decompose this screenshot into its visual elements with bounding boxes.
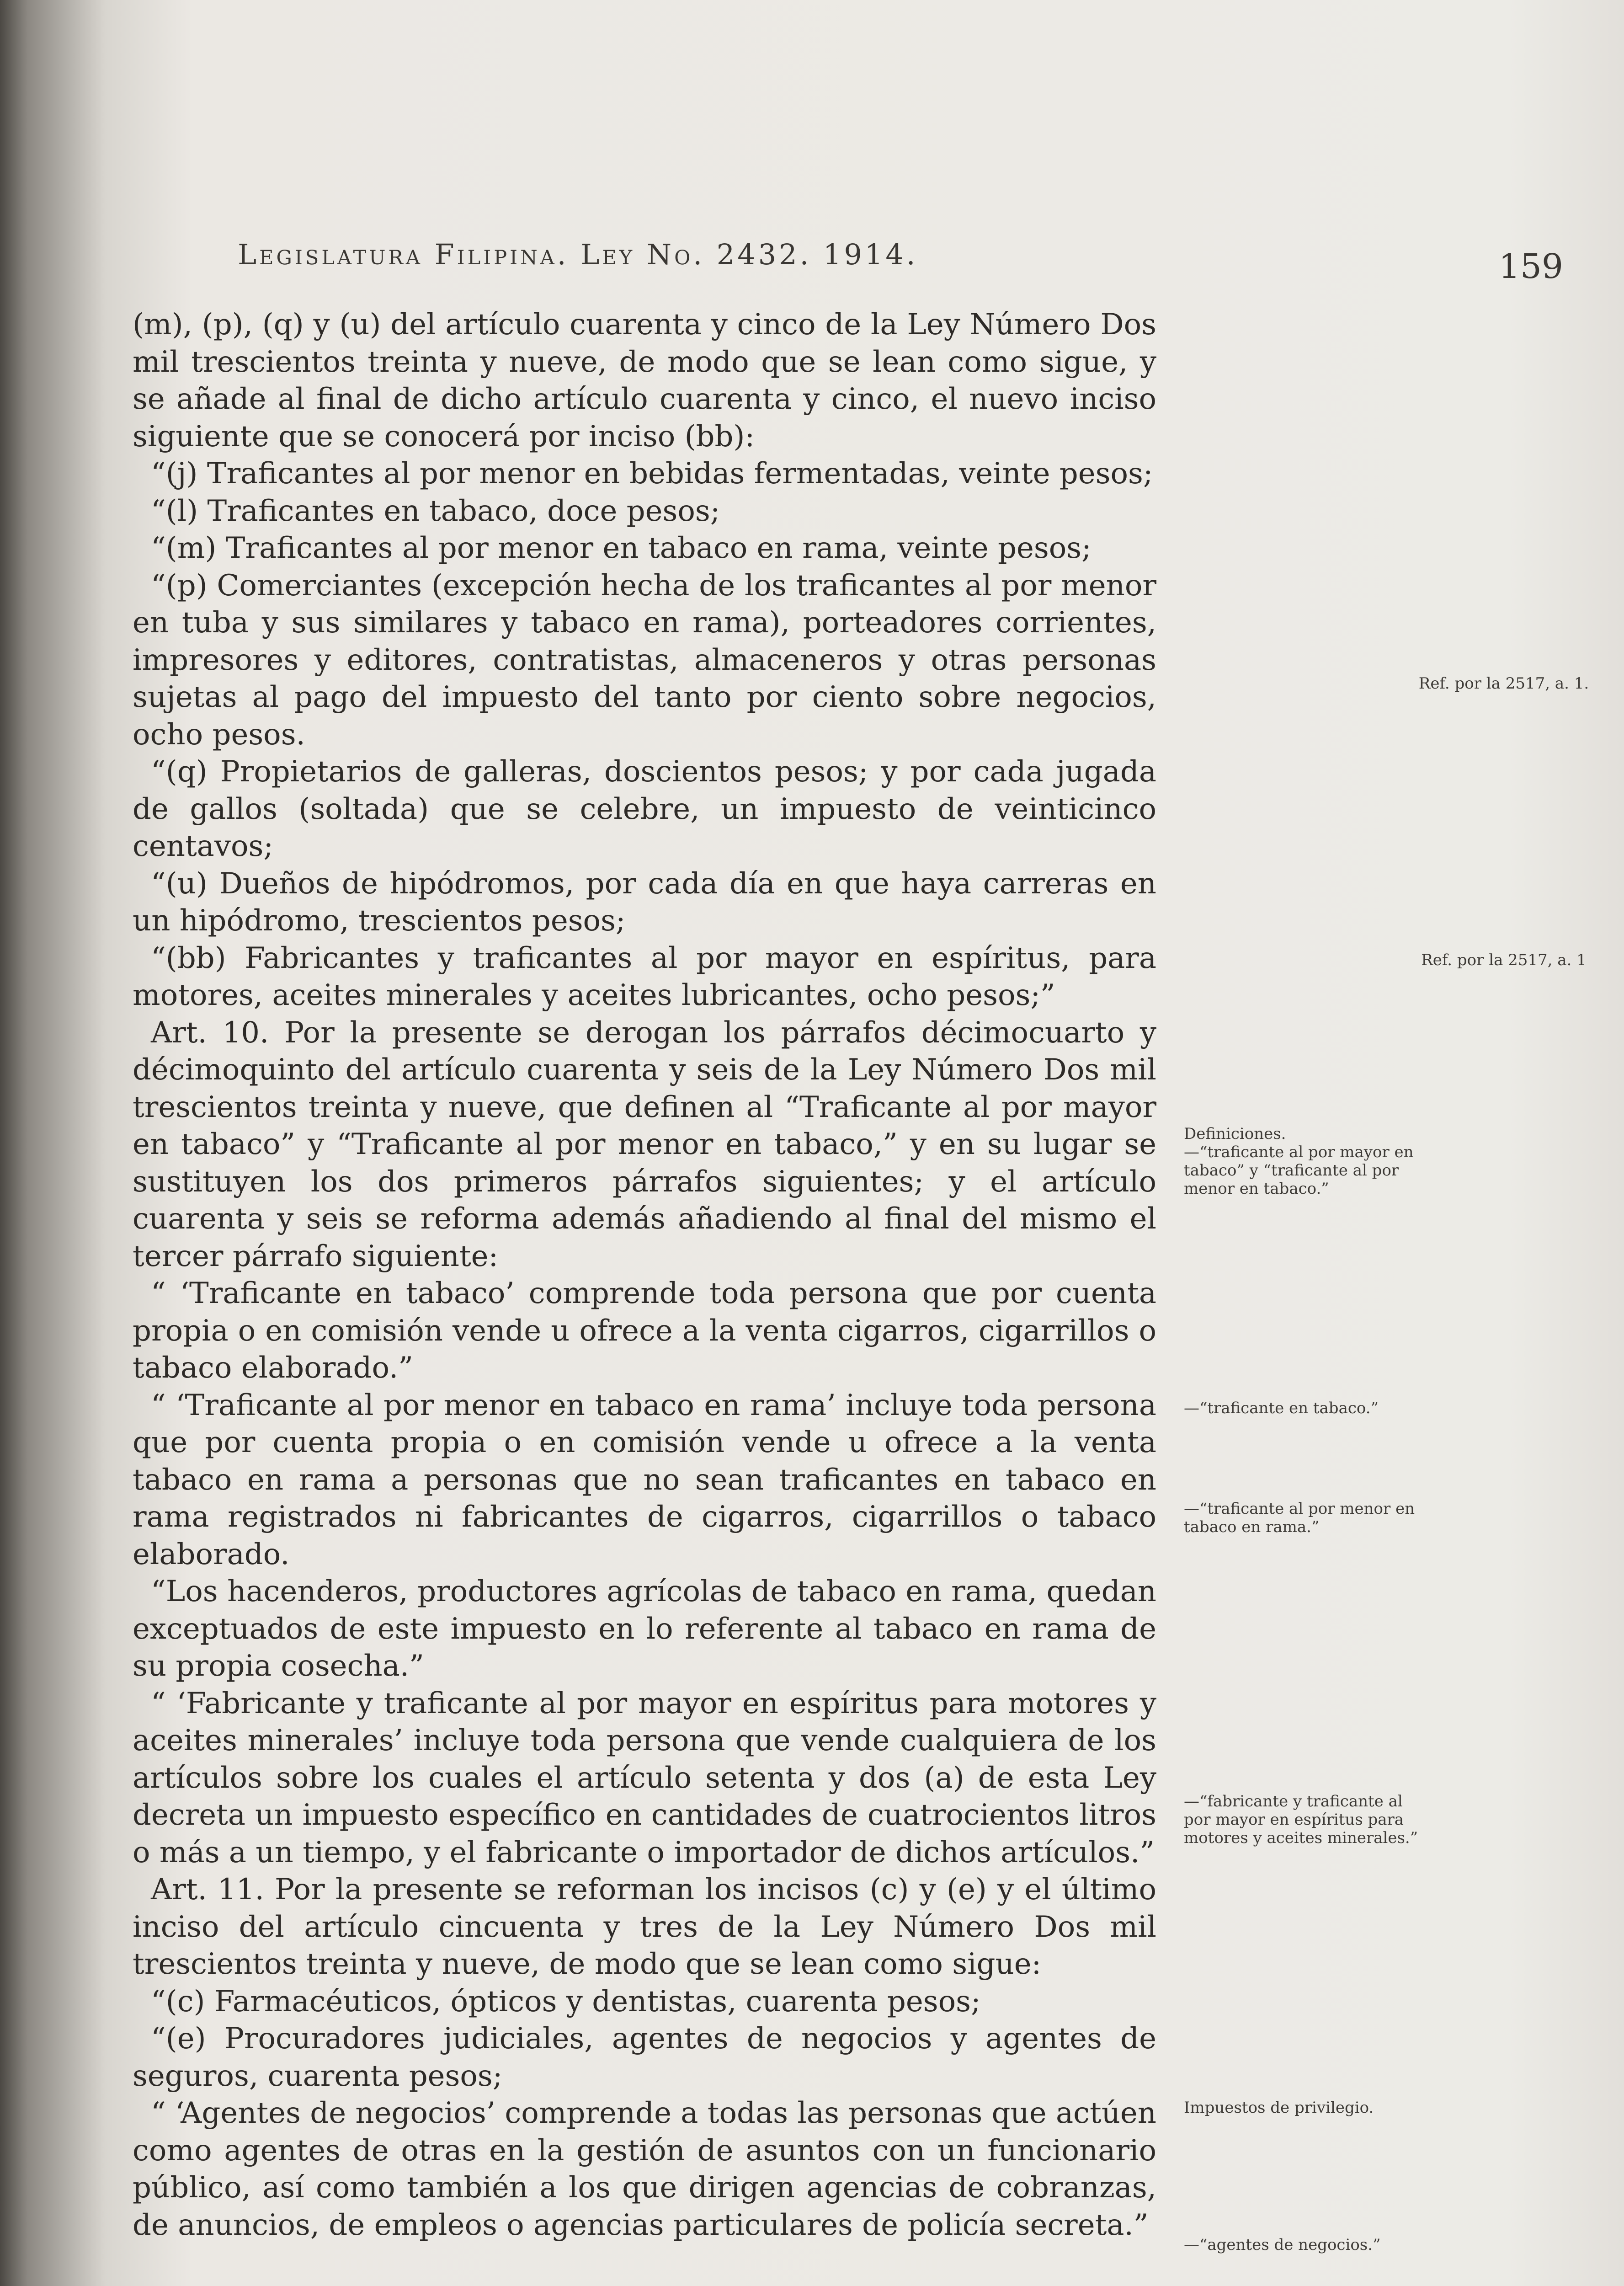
- paragraph: “(m) Traficantes al por menor en tabaco en rama, veinte pesos;: [151, 531, 1092, 565]
- paragraph: “ ‘Fabricante y traficante al por mayor en espíritus para motores y aceites minerales’ incluye toda persona que vende cualquiera de los artículos sobre los cuales el artículo setenta y dos (a) de esta Ley decreta un impuesto específico en cantidades de cuatrocientos litros o más a un tiempo, y el fabricante o importador de dichos artículos.”: [133, 1686, 1156, 1869]
- margin-note: —“traficante en tabaco.”: [1184, 1399, 1379, 1417]
- running-title: Legislatura Filipina. Ley No. 2432. 1914.: [238, 238, 918, 271]
- margin-note-reference: Ref. por la 2517, a. 1: [1421, 951, 1587, 969]
- paragraph: “(c) Farmacéuticos, ópticos y dentistas, cuarenta pesos;: [151, 1984, 981, 2019]
- margin-note: —“agentes de negocios.”: [1184, 2236, 1381, 2254]
- paragraph: “ ‘Traficante en tabaco’ comprende toda persona que por cuenta propia o en comisión vende u ofrece a la venta cigarros, cigarrillos o tabaco elaborado.”: [133, 1277, 1156, 1385]
- article-10: Art. 10. Por la presente se derogan los párrafos décimocuarto y décimoquinto del artículo cuarenta y seis de la Ley Número Dos mil trescientos treinta y nueve, que definen al “Traficante al por mayor en tabaco” y “Traficante al por menor en tabaco,” y en su lugar se sustituyen los dos primeros párrafos siguientes; y el artículo cuarenta y seis se reforma además añadiendo al final del mismo el tercer párrafo siguiente:: [133, 1015, 1156, 1273]
- paragraph: “(p) Comerciantes (excepción hecha de los traficantes al por menor en tuba y sus similares y tabaco en rama), porteadores corrientes, impresores y editores, contratistas, almaceneros y otras personas sujetas al pago del impuesto del tanto por ciento sobre negocios, ocho pesos.: [133, 568, 1156, 752]
- page-number: 159: [1498, 247, 1563, 286]
- paragraph: “ ‘Agentes de negocios’ comprende a todas las personas que actúen como agentes de otras en la gestión de asuntos con un funcionario público, así como también a los que dirigen agencias de cobranzas, de anuncios, de empleos o agencias particulares de policía secreta.”: [133, 2096, 1156, 2242]
- paragraph: “(j) Traficantes al por menor en bebidas fermentadas, veinte pesos;: [151, 457, 1153, 491]
- paragraph: “ ‘Traficante al por menor en tabaco en rama’ incluye toda persona que por cuenta propia o en comisión vende u ofrece a la venta tabaco en rama a personas que no sean traficantes en tabaco en rama registrados ni fabricantes de cigarros, cigarrillos o tabaco elaborado.: [133, 1388, 1156, 1571]
- paragraph: “(bb) Fabricantes y traficantes al por mayor en espíritus, para motores, aceites minerales y aceites lubricantes, ocho pesos;”: [133, 941, 1156, 1012]
- page-header: [238, 238, 1563, 293]
- paragraph: (m), (p), (q) y (u) del artículo cuarenta y cinco de la Ley Número Dos mil trescientos treinta y nueve, de modo que se lean como sigue, y se añade al final de dicho artículo cuarenta y cinco, el nuevo inciso siguiente que se conocerá por inciso (bb):: [133, 308, 1156, 454]
- paragraph: “Los hacenderos, productores agrícolas de tabaco en rama, quedan exceptuados de este impuesto en lo referente al tabaco en rama de su propia cosecha.”: [133, 1575, 1156, 1683]
- paragraph: “(l) Traficantes en tabaco, doce pesos;: [151, 494, 720, 528]
- article-11: Art. 11. Por la presente se reforman los incisos (c) y (e) y el último inciso del artículo cincuenta y tres de la Ley Número Dos mil trescientos treinta y nueve, de modo que se lean como sigue:: [133, 1873, 1156, 1981]
- margin-note-definitions: Definiciones. —“traficante al por mayor en tabaco” y “traficante al por menor en tabaco.”: [1184, 1125, 1414, 1198]
- body-text: [133, 306, 1156, 2244]
- paragraph: “(e) Procuradores judiciales, agentes de negocios y agentes de seguros, cuarenta pesos;: [133, 2022, 1156, 2093]
- margin-note: —“fabricante y traficante al por mayor en espíritus para motores y aceites minerales.”: [1184, 1792, 1418, 1847]
- margin-note-privilege-taxes: Impuestos de privilegio.: [1184, 2099, 1374, 2117]
- margin-note: —“traficante al por menor en tabaco en rama.”: [1184, 1500, 1415, 1536]
- margin-note-reference: Ref. por la 2517, a. 1.: [1418, 674, 1589, 693]
- paragraph: “(u) Dueños de hipódromos, por cada día en que haya carreras en un hipódromo, trescientos pesos;: [133, 866, 1156, 938]
- paragraph: “(q) Propietarios de galleras, doscientos pesos; y por cada jugada de gallos (soltada) que se celebre, un impuesto de veinticinco centavos;: [133, 755, 1156, 863]
